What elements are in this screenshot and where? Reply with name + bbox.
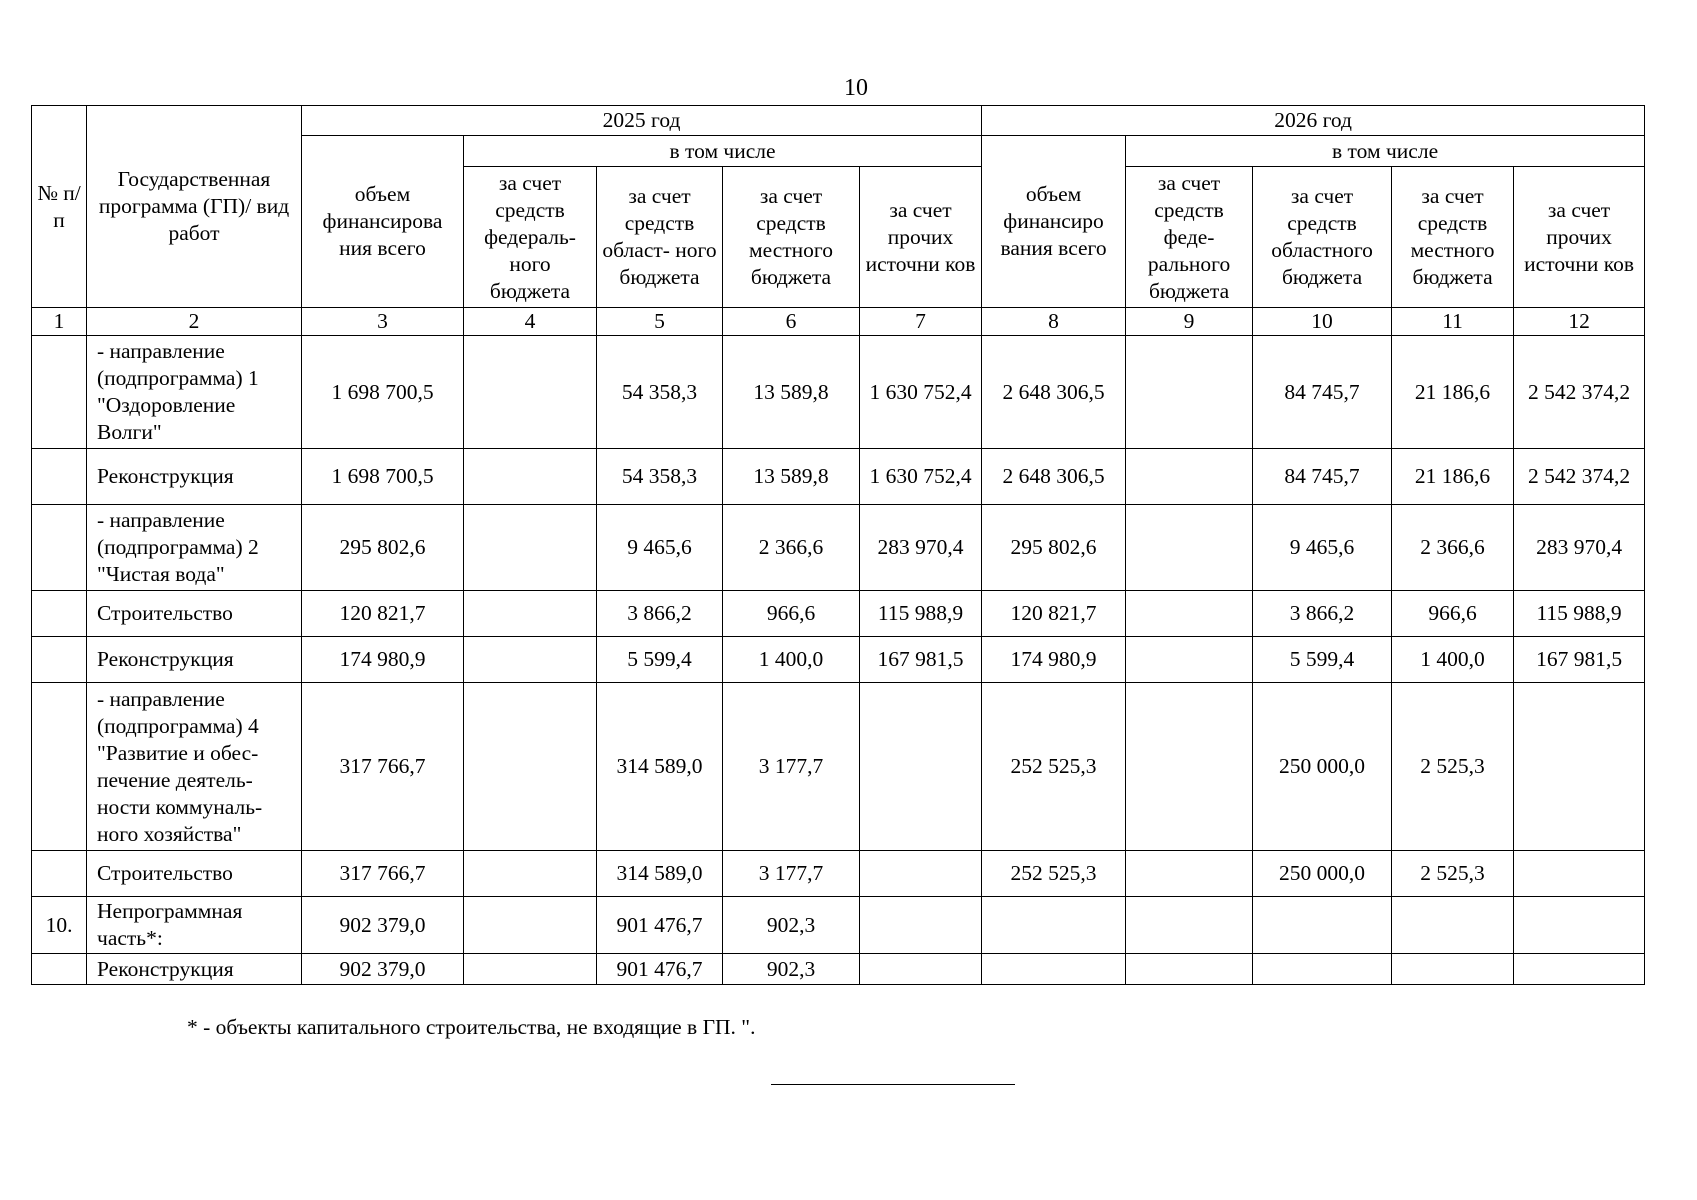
- cell-volume-2025: 902 379,0: [302, 954, 464, 985]
- column-number: 3: [302, 308, 464, 336]
- table-row: [32, 851, 1645, 897]
- cell-other-2025: [860, 683, 982, 851]
- row-name: Реконструкция: [87, 449, 302, 505]
- column-number: 4: [464, 308, 597, 336]
- cell-volume-2026: 2 648 306,5: [982, 336, 1126, 449]
- row-name: - направление (подпрограмма) 4 "Развитие и обес- печение деятель- ности коммуналь- ного хозяйства": [87, 683, 302, 851]
- row-num: [32, 851, 87, 897]
- cell-federal-2025: [464, 954, 597, 985]
- cell-local-2026: 2 525,3: [1392, 683, 1514, 851]
- header-local-2026: за счет средств местного бюджета: [1392, 167, 1514, 308]
- column-number: 12: [1514, 308, 1645, 336]
- cell-local-2026: 21 186,6: [1392, 449, 1514, 505]
- cell-volume-2026: 120 821,7: [982, 591, 1126, 637]
- column-number: 11: [1392, 308, 1514, 336]
- cell-volume-2026: 252 525,3: [982, 851, 1126, 897]
- table-row: [32, 637, 1645, 683]
- cell-federal-2025: [464, 505, 597, 591]
- cell-volume-2026: 252 525,3: [982, 683, 1126, 851]
- cell-regional-2025: 54 358,3: [597, 449, 723, 505]
- cell-other-2026: 2 542 374,2: [1514, 336, 1645, 449]
- cell-volume-2025: 902 379,0: [302, 897, 464, 954]
- cell-other-2026: [1514, 683, 1645, 851]
- cell-federal-2025: [464, 897, 597, 954]
- cell-other-2026: 167 981,5: [1514, 637, 1645, 683]
- cell-regional-2025: 901 476,7: [597, 954, 723, 985]
- column-number: 1: [32, 308, 87, 336]
- cell-volume-2025: 317 766,7: [302, 683, 464, 851]
- cell-other-2026: 283 970,4: [1514, 505, 1645, 591]
- header-other-2025: за счет прочих источни ков: [860, 167, 982, 308]
- cell-federal-2026: [1126, 637, 1253, 683]
- cell-federal-2026: [1126, 449, 1253, 505]
- header-volume-2025: объем финансирова ния всего: [302, 136, 464, 308]
- table-row: [32, 897, 1645, 954]
- cell-local-2026: 21 186,6: [1392, 336, 1514, 449]
- row-num: [32, 505, 87, 591]
- cell-volume-2025: 317 766,7: [302, 851, 464, 897]
- column-number: 5: [597, 308, 723, 336]
- cell-regional-2026: 250 000,0: [1253, 683, 1392, 851]
- column-number: 8: [982, 308, 1126, 336]
- column-number: 9: [1126, 308, 1253, 336]
- cell-federal-2026: [1126, 851, 1253, 897]
- budget-table: [31, 105, 1645, 985]
- cell-federal-2026: [1126, 897, 1253, 954]
- row-name: Реконструкция: [87, 954, 302, 985]
- table-row: [32, 336, 1645, 449]
- cell-other-2026: [1514, 954, 1645, 985]
- cell-volume-2026: [982, 897, 1126, 954]
- row-name: - направление (подпрограмма) 2 "Чистая вода": [87, 505, 302, 591]
- cell-regional-2026: 84 745,7: [1253, 336, 1392, 449]
- cell-regional-2026: 5 599,4: [1253, 637, 1392, 683]
- table-row: [32, 954, 1645, 985]
- cell-local-2026: 2 366,6: [1392, 505, 1514, 591]
- header-federal-2025: за счет средств федераль- ного бюджета: [464, 167, 597, 308]
- cell-local-2025: 13 589,8: [723, 336, 860, 449]
- header-num: № п/п: [32, 106, 87, 308]
- table-header: [32, 106, 1645, 336]
- table-body: [32, 336, 1645, 985]
- column-number: 10: [1253, 308, 1392, 336]
- column-numbers-row: [32, 308, 1645, 336]
- cell-federal-2025: [464, 851, 597, 897]
- cell-regional-2025: 54 358,3: [597, 336, 723, 449]
- row-num: [32, 336, 87, 449]
- cell-local-2025: 902,3: [723, 897, 860, 954]
- row-num: [32, 591, 87, 637]
- cell-regional-2025: 314 589,0: [597, 683, 723, 851]
- header-federal-2026: за счет средств феде- рального бюджета: [1126, 167, 1253, 308]
- cell-other-2026: [1514, 897, 1645, 954]
- cell-federal-2025: [464, 336, 597, 449]
- cell-federal-2026: [1126, 683, 1253, 851]
- cell-local-2026: 2 525,3: [1392, 851, 1514, 897]
- table-row: [32, 683, 1645, 851]
- cell-regional-2026: 84 745,7: [1253, 449, 1392, 505]
- cell-other-2025: 283 970,4: [860, 505, 982, 591]
- cell-local-2025: 966,6: [723, 591, 860, 637]
- table-row: [32, 591, 1645, 637]
- cell-volume-2026: [982, 954, 1126, 985]
- header-program: Государственная программа (ГП)/ вид работ: [87, 106, 302, 308]
- cell-federal-2026: [1126, 591, 1253, 637]
- row-name: Строительство: [87, 851, 302, 897]
- header-in-total-2026: в том числе: [1126, 136, 1645, 167]
- cell-regional-2025: 5 599,4: [597, 637, 723, 683]
- cell-federal-2026: [1126, 505, 1253, 591]
- cell-other-2025: 167 981,5: [860, 637, 982, 683]
- header-year-2025: 2025 год: [302, 106, 982, 136]
- cell-volume-2025: 120 821,7: [302, 591, 464, 637]
- cell-volume-2025: 1 698 700,5: [302, 336, 464, 449]
- row-name: - направление (подпрограмма) 1 "Оздоровление Волги": [87, 336, 302, 449]
- cell-other-2026: [1514, 851, 1645, 897]
- cell-local-2025: 2 366,6: [723, 505, 860, 591]
- cell-local-2025: 902,3: [723, 954, 860, 985]
- footnote: * - объекты капитального строительства, не входящие в ГП. ".: [187, 1015, 756, 1039]
- cell-regional-2026: [1253, 954, 1392, 985]
- cell-regional-2025: 901 476,7: [597, 897, 723, 954]
- column-number: 7: [860, 308, 982, 336]
- end-rule-divider: [771, 1084, 1015, 1085]
- cell-other-2026: 115 988,9: [1514, 591, 1645, 637]
- cell-regional-2025: 314 589,0: [597, 851, 723, 897]
- cell-local-2025: 3 177,7: [723, 851, 860, 897]
- header-regional-2025: за счет средств област- ного бюджета: [597, 167, 723, 308]
- header-local-2025: за счет средств местного бюджета: [723, 167, 860, 308]
- cell-local-2025: 1 400,0: [723, 637, 860, 683]
- header-other-2026: за счет прочих источни ков: [1514, 167, 1645, 308]
- page-number: 10: [844, 75, 868, 101]
- cell-other-2025: [860, 954, 982, 985]
- cell-regional-2026: 3 866,2: [1253, 591, 1392, 637]
- row-name: Непрограммная часть*:: [87, 897, 302, 954]
- cell-volume-2025: 174 980,9: [302, 637, 464, 683]
- cell-volume-2025: 295 802,6: [302, 505, 464, 591]
- cell-federal-2025: [464, 683, 597, 851]
- cell-other-2026: 2 542 374,2: [1514, 449, 1645, 505]
- table-row: [32, 505, 1645, 591]
- cell-other-2025: 1 630 752,4: [860, 449, 982, 505]
- header-year-2026: 2026 год: [982, 106, 1645, 136]
- cell-local-2026: 966,6: [1392, 591, 1514, 637]
- row-name: Строительство: [87, 591, 302, 637]
- row-num: [32, 449, 87, 505]
- cell-federal-2026: [1126, 954, 1253, 985]
- cell-volume-2026: 295 802,6: [982, 505, 1126, 591]
- cell-volume-2025: 1 698 700,5: [302, 449, 464, 505]
- cell-local-2025: 13 589,8: [723, 449, 860, 505]
- cell-federal-2025: [464, 591, 597, 637]
- column-number: 6: [723, 308, 860, 336]
- cell-other-2025: [860, 851, 982, 897]
- cell-federal-2025: [464, 449, 597, 505]
- cell-local-2026: 1 400,0: [1392, 637, 1514, 683]
- row-num: 10.: [32, 897, 87, 954]
- cell-regional-2025: 3 866,2: [597, 591, 723, 637]
- cell-regional-2025: 9 465,6: [597, 505, 723, 591]
- cell-local-2026: [1392, 897, 1514, 954]
- cell-volume-2026: 174 980,9: [982, 637, 1126, 683]
- header-volume-2026: объем финансиро вания всего: [982, 136, 1126, 308]
- row-num: [32, 954, 87, 985]
- cell-local-2026: [1392, 954, 1514, 985]
- cell-other-2025: 115 988,9: [860, 591, 982, 637]
- row-num: [32, 683, 87, 851]
- cell-federal-2026: [1126, 336, 1253, 449]
- row-name: Реконструкция: [87, 637, 302, 683]
- header-regional-2026: за счет средств областного бюджета: [1253, 167, 1392, 308]
- table-row: [32, 449, 1645, 505]
- cell-federal-2025: [464, 637, 597, 683]
- cell-other-2025: 1 630 752,4: [860, 336, 982, 449]
- cell-other-2025: [860, 897, 982, 954]
- cell-regional-2026: 250 000,0: [1253, 851, 1392, 897]
- cell-local-2025: 3 177,7: [723, 683, 860, 851]
- column-number: 2: [87, 308, 302, 336]
- row-num: [32, 637, 87, 683]
- cell-volume-2026: 2 648 306,5: [982, 449, 1126, 505]
- header-in-total-2025: в том числе: [464, 136, 982, 167]
- cell-regional-2026: [1253, 897, 1392, 954]
- cell-regional-2026: 9 465,6: [1253, 505, 1392, 591]
